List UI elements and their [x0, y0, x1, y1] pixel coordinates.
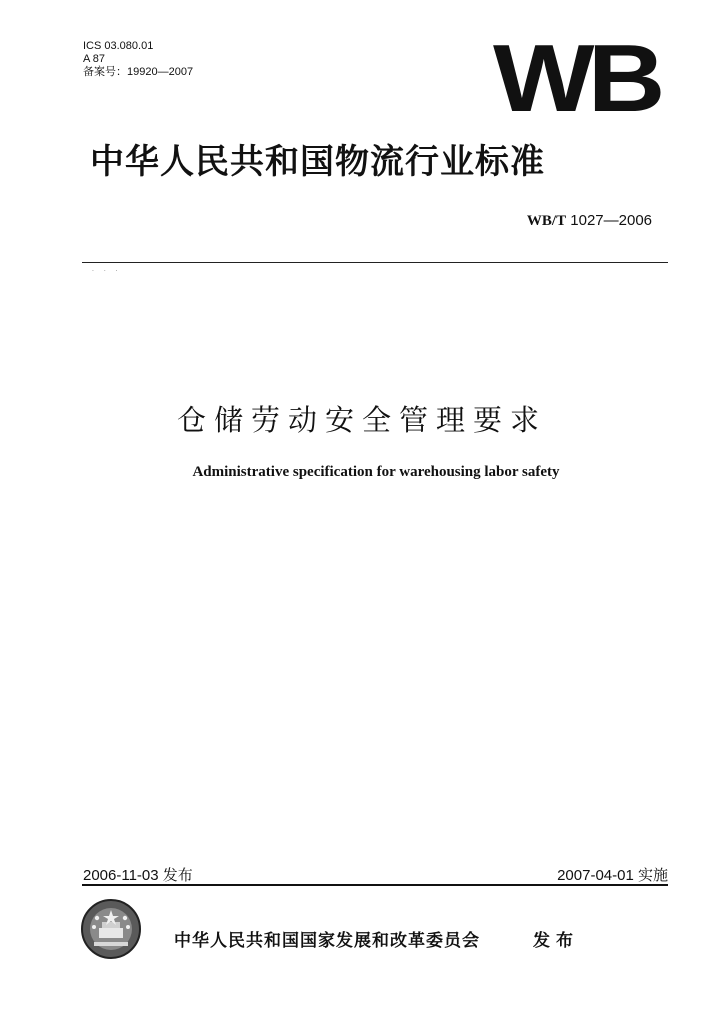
issue-date — [83, 864, 193, 885]
record-label: 备案号： — [83, 66, 127, 78]
classification-block — [83, 40, 193, 79]
issuing-authority: 中华人民共和国国家发展和改革委员会 — [174, 931, 480, 951]
ics-code: ICS 03.080.01 — [83, 40, 154, 52]
standard-number — [527, 212, 652, 230]
issue-date-value: 2006-11-03 — [83, 867, 159, 884]
standard-number-value: 1027—2006 — [566, 212, 652, 229]
standard-number-prefix: WB/T — [526, 213, 567, 229]
standard-title: 中华人民共和国物流行业标准 — [90, 142, 545, 182]
implementation-date-label: 实施 — [637, 867, 668, 884]
record-number — [83, 66, 193, 79]
issuing-action: 发布 — [533, 931, 579, 951]
implementation-date-value: 2007-04-01 — [557, 867, 634, 884]
ccs-code: A 87 — [83, 53, 106, 65]
footer-divider — [82, 884, 668, 886]
record-value: 19920—2007 — [127, 66, 194, 78]
implementation-date — [557, 864, 668, 885]
scan-dots: · · · — [92, 268, 122, 275]
document-subtitle-en: Administrative specification for warehousing labor safety — [192, 464, 560, 480]
header-divider — [82, 262, 668, 263]
national-emblem-icon — [80, 898, 142, 960]
document-title: 仓储劳动安全管理要求 — [176, 403, 547, 437]
wb-logo: WB — [493, 25, 659, 132]
issue-date-label: 发布 — [162, 867, 193, 884]
